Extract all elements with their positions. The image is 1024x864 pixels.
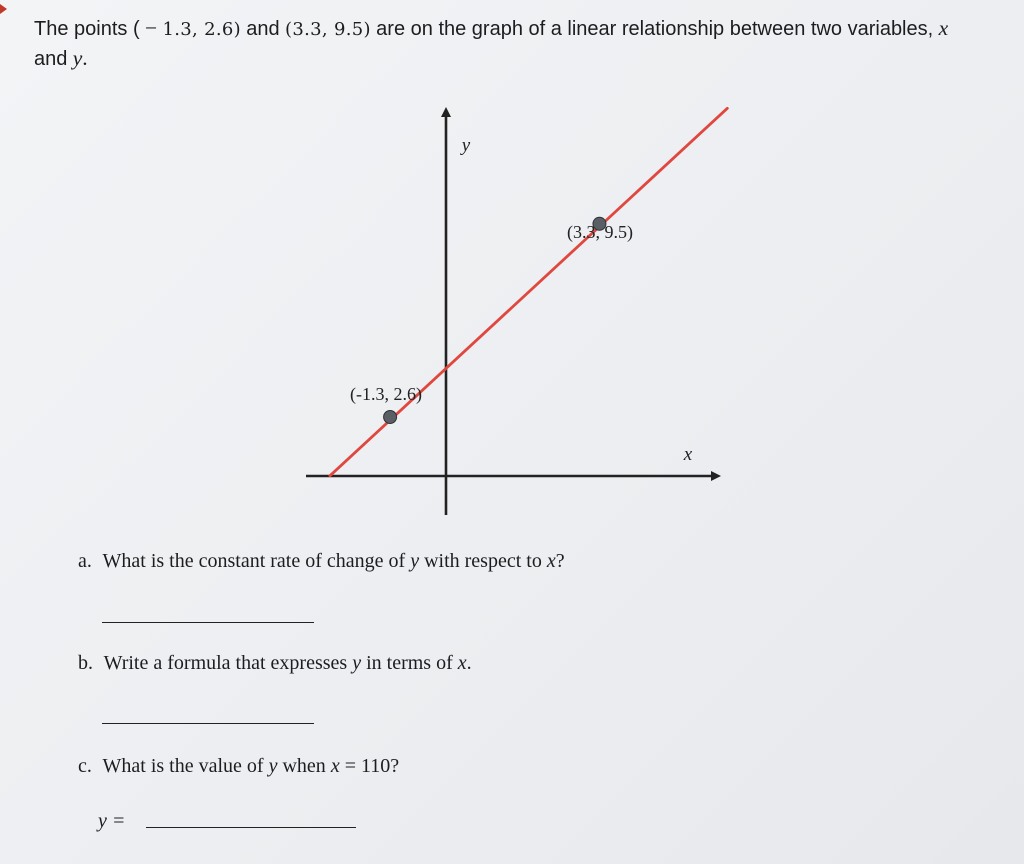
question-a-var-y: y <box>410 550 420 572</box>
question-a-end: ? <box>555 550 565 572</box>
answer-line-a[interactable] <box>102 622 314 623</box>
intro-and: and <box>246 18 280 40</box>
question-b <box>78 650 472 676</box>
intro-lead: The points ( <box>34 18 140 40</box>
question-a-text-2: with respect to <box>424 550 542 572</box>
x-axis-label: x <box>683 444 693 465</box>
intro-minus: − <box>144 16 158 40</box>
question-c-text-1: What is the value of <box>102 755 264 777</box>
question-b-var-y: y <box>352 652 362 674</box>
question-c-text-2: when <box>282 755 326 777</box>
answer-line-c[interactable] <box>146 827 356 828</box>
question-c-value: 110? <box>360 755 400 777</box>
intro-var-y: y <box>72 46 83 70</box>
question-c-var-x: x <box>330 755 340 777</box>
intro-tail: are on the graph of a linear relationship between two variables, <box>376 18 934 40</box>
data-point-a <box>384 411 397 424</box>
question-c-equals: = <box>344 755 356 777</box>
intro-period: . <box>82 46 88 70</box>
question-a-var-x: x <box>546 550 556 572</box>
question-c <box>78 753 399 779</box>
answer-line-b[interactable] <box>102 723 314 724</box>
question-b-end: . <box>466 652 472 674</box>
question-b-text-1: Write a formula that expresses <box>103 652 348 674</box>
question-b-label: b. <box>78 652 93 674</box>
y-axis-label: y <box>461 135 471 156</box>
question-c-var-y: y <box>268 755 278 777</box>
question-a-text-1: What is the constant rate of change of <box>102 550 406 572</box>
point-a-label: (-1.3, 2.6) <box>350 384 422 404</box>
question-b-var-x: x <box>457 652 467 674</box>
intro-point-a: 1.3, 2.6) <box>162 19 241 40</box>
question-b-text-2: in terms of <box>366 652 453 674</box>
intro-point-b: (3.3, 9.5) <box>285 19 371 40</box>
intro-and-2: and <box>34 48 68 70</box>
question-a <box>78 548 565 574</box>
intro-var-x: x <box>938 16 949 40</box>
question-a-label: a. <box>78 550 92 572</box>
question-c-label: c. <box>78 755 92 777</box>
y-equals-label: y = <box>98 810 126 832</box>
point-b-label: (3.3, 9.5) <box>567 222 633 242</box>
